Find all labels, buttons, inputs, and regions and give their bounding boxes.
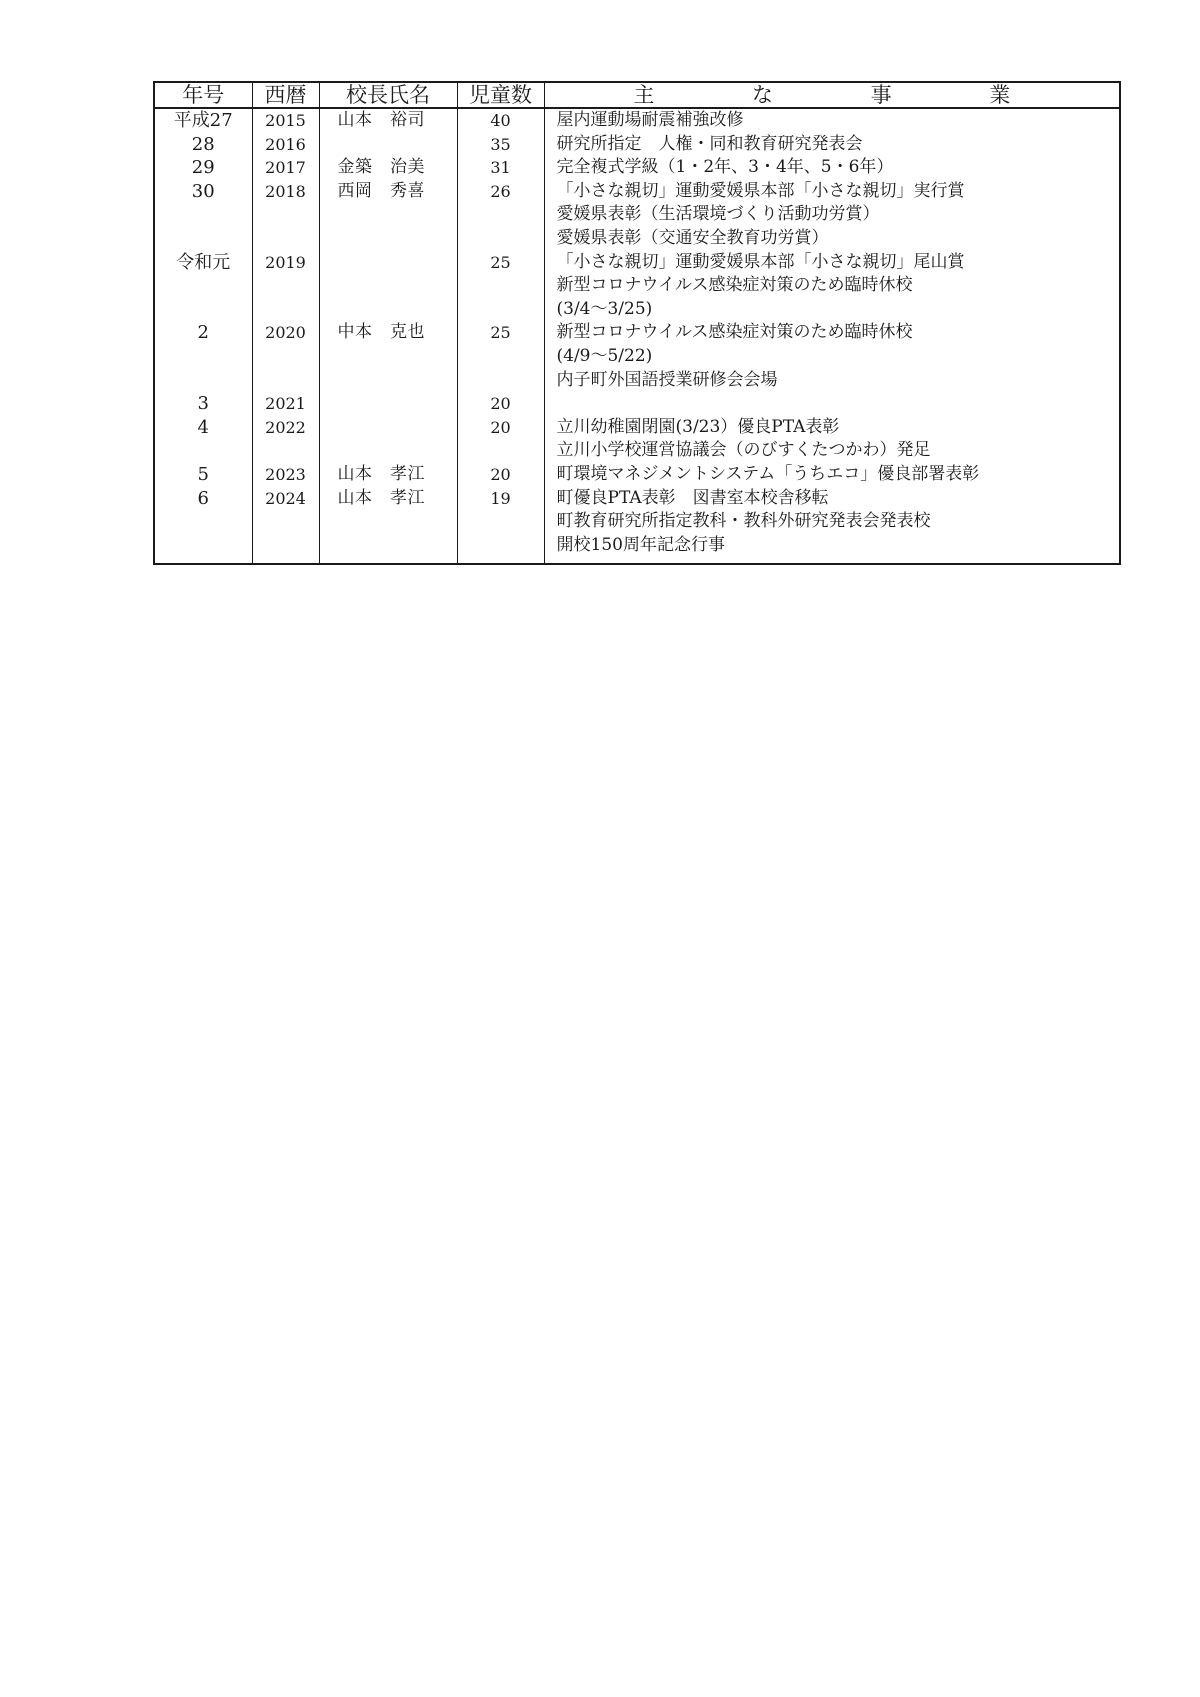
filler-cell [252, 557, 319, 564]
filler-cell [319, 557, 457, 564]
students-cell: 26 [457, 180, 544, 251]
year-cell: 2019 [252, 251, 319, 322]
year-cell: 2016 [252, 133, 319, 157]
table-row [154, 108, 1120, 133]
principal-cell: 西岡 秀喜 [319, 180, 457, 251]
era-cell: 3 [154, 392, 252, 416]
event-line: (4/9～5/22) [556, 345, 653, 366]
header-principal: 校長氏名 [319, 82, 457, 108]
students-cell: 20 [457, 392, 544, 416]
header-events-char: 事 [870, 83, 892, 107]
principal-cell: 中本 克也 [319, 321, 457, 392]
school-history-table [153, 81, 1121, 565]
header-events-char: な [751, 83, 773, 107]
year-cell: 2020 [252, 321, 319, 392]
events-cell [544, 487, 1120, 558]
era-cell: 29 [154, 156, 252, 180]
table-row [154, 463, 1120, 487]
principal-cell: 金築 治美 [319, 156, 457, 180]
event-line: 立川小学校運営協議会（のびすくたつかわ）発足 [556, 440, 931, 461]
table-row [154, 487, 1120, 558]
filler-cell [457, 557, 544, 564]
event-line: 「小さな親切」運動愛媛県本部「小さな親切」尾山賞 [556, 251, 965, 272]
header-events [544, 82, 1120, 108]
table-row [154, 416, 1120, 463]
students-cell: 31 [457, 156, 544, 180]
events-cell [544, 156, 1120, 180]
events-cell [544, 463, 1120, 487]
era-cell: 平成27 [154, 108, 252, 133]
principal-cell [319, 416, 457, 463]
event-line: 内子町外国語授業研修会会場 [556, 369, 778, 390]
principal-cell [319, 251, 457, 322]
year-cell: 2024 [252, 487, 319, 558]
header-events-char: 主 [633, 83, 655, 107]
era-cell: 30 [154, 180, 252, 251]
event-line: 新型コロナウイルス感染症対策のため臨時休校 [556, 322, 913, 343]
year-cell: 2015 [252, 108, 319, 133]
event-line: 愛媛県表彰（生活環境づくり活動功労賞） [556, 204, 880, 225]
header-era: 年号 [154, 82, 252, 108]
event-line: 立川幼稚園閉園(3/23）優良PTA表彰 [556, 416, 840, 437]
table-row [154, 321, 1120, 392]
event-line: 町環境マネジメントシステム「うちエコ」優良部署表彰 [556, 463, 980, 484]
era-cell: 5 [154, 463, 252, 487]
filler-cell [154, 557, 252, 564]
events-cell [544, 392, 1120, 416]
event-line: 愛媛県表彰（交通安全教育功労賞） [556, 227, 829, 248]
students-cell: 20 [457, 416, 544, 463]
year-cell: 2017 [252, 156, 319, 180]
events-cell [544, 416, 1120, 463]
header-events-char: 業 [989, 83, 1011, 107]
table-row [154, 392, 1120, 416]
event-line: 研究所指定 人権・同和教育研究発表会 [556, 133, 863, 154]
event-line: (3/4～3/25) [556, 298, 653, 319]
table-row [154, 156, 1120, 180]
principal-cell: 山本 孝江 [319, 463, 457, 487]
event-line: 町優良PTA表彰 図書室本校舎移転 [556, 487, 829, 508]
event-line: 町教育研究所指定教科・教科外研究発表会発表校 [556, 511, 931, 532]
students-cell: 35 [457, 133, 544, 157]
header-year: 西暦 [252, 82, 319, 108]
table-row [154, 180, 1120, 251]
events-cell [544, 133, 1120, 157]
year-cell: 2021 [252, 392, 319, 416]
event-line: 完全複式学級（1・2年、3・4年、5・6年） [556, 157, 894, 178]
event-line [557, 392, 1120, 416]
era-cell: 6 [154, 487, 252, 558]
events-cell [544, 321, 1120, 392]
events-cell [544, 180, 1120, 251]
students-cell: 25 [457, 321, 544, 392]
table-row [154, 133, 1120, 157]
era-cell: 2 [154, 321, 252, 392]
header-students: 児童数 [457, 82, 544, 108]
students-cell: 25 [457, 251, 544, 322]
students-cell: 20 [457, 463, 544, 487]
table-body [154, 108, 1120, 564]
principal-cell: 山本 裕司 [319, 108, 457, 133]
table-row [154, 251, 1120, 322]
students-cell: 19 [457, 487, 544, 558]
students-cell: 40 [457, 108, 544, 133]
event-line: 開校150周年記念行事 [556, 534, 725, 555]
events-cell [544, 108, 1120, 133]
table-header-row [154, 82, 1120, 108]
principal-cell [319, 392, 457, 416]
table-filler-row [154, 557, 1120, 564]
era-cell: 令和元 [154, 251, 252, 322]
filler-cell [544, 557, 1120, 564]
era-cell: 4 [154, 416, 252, 463]
year-cell: 2022 [252, 416, 319, 463]
principal-cell [319, 133, 457, 157]
era-cell: 28 [154, 133, 252, 157]
event-line: 新型コロナウイルス感染症対策のため臨時休校 [556, 275, 913, 296]
event-line: 屋内運動場耐震補強改修 [556, 110, 744, 130]
event-line: 「小さな親切」運動愛媛県本部「小さな親切」実行賞 [556, 180, 965, 201]
principal-cell: 山本 孝江 [319, 487, 457, 558]
year-cell: 2018 [252, 180, 319, 251]
year-cell: 2023 [252, 463, 319, 487]
events-cell [544, 251, 1120, 322]
